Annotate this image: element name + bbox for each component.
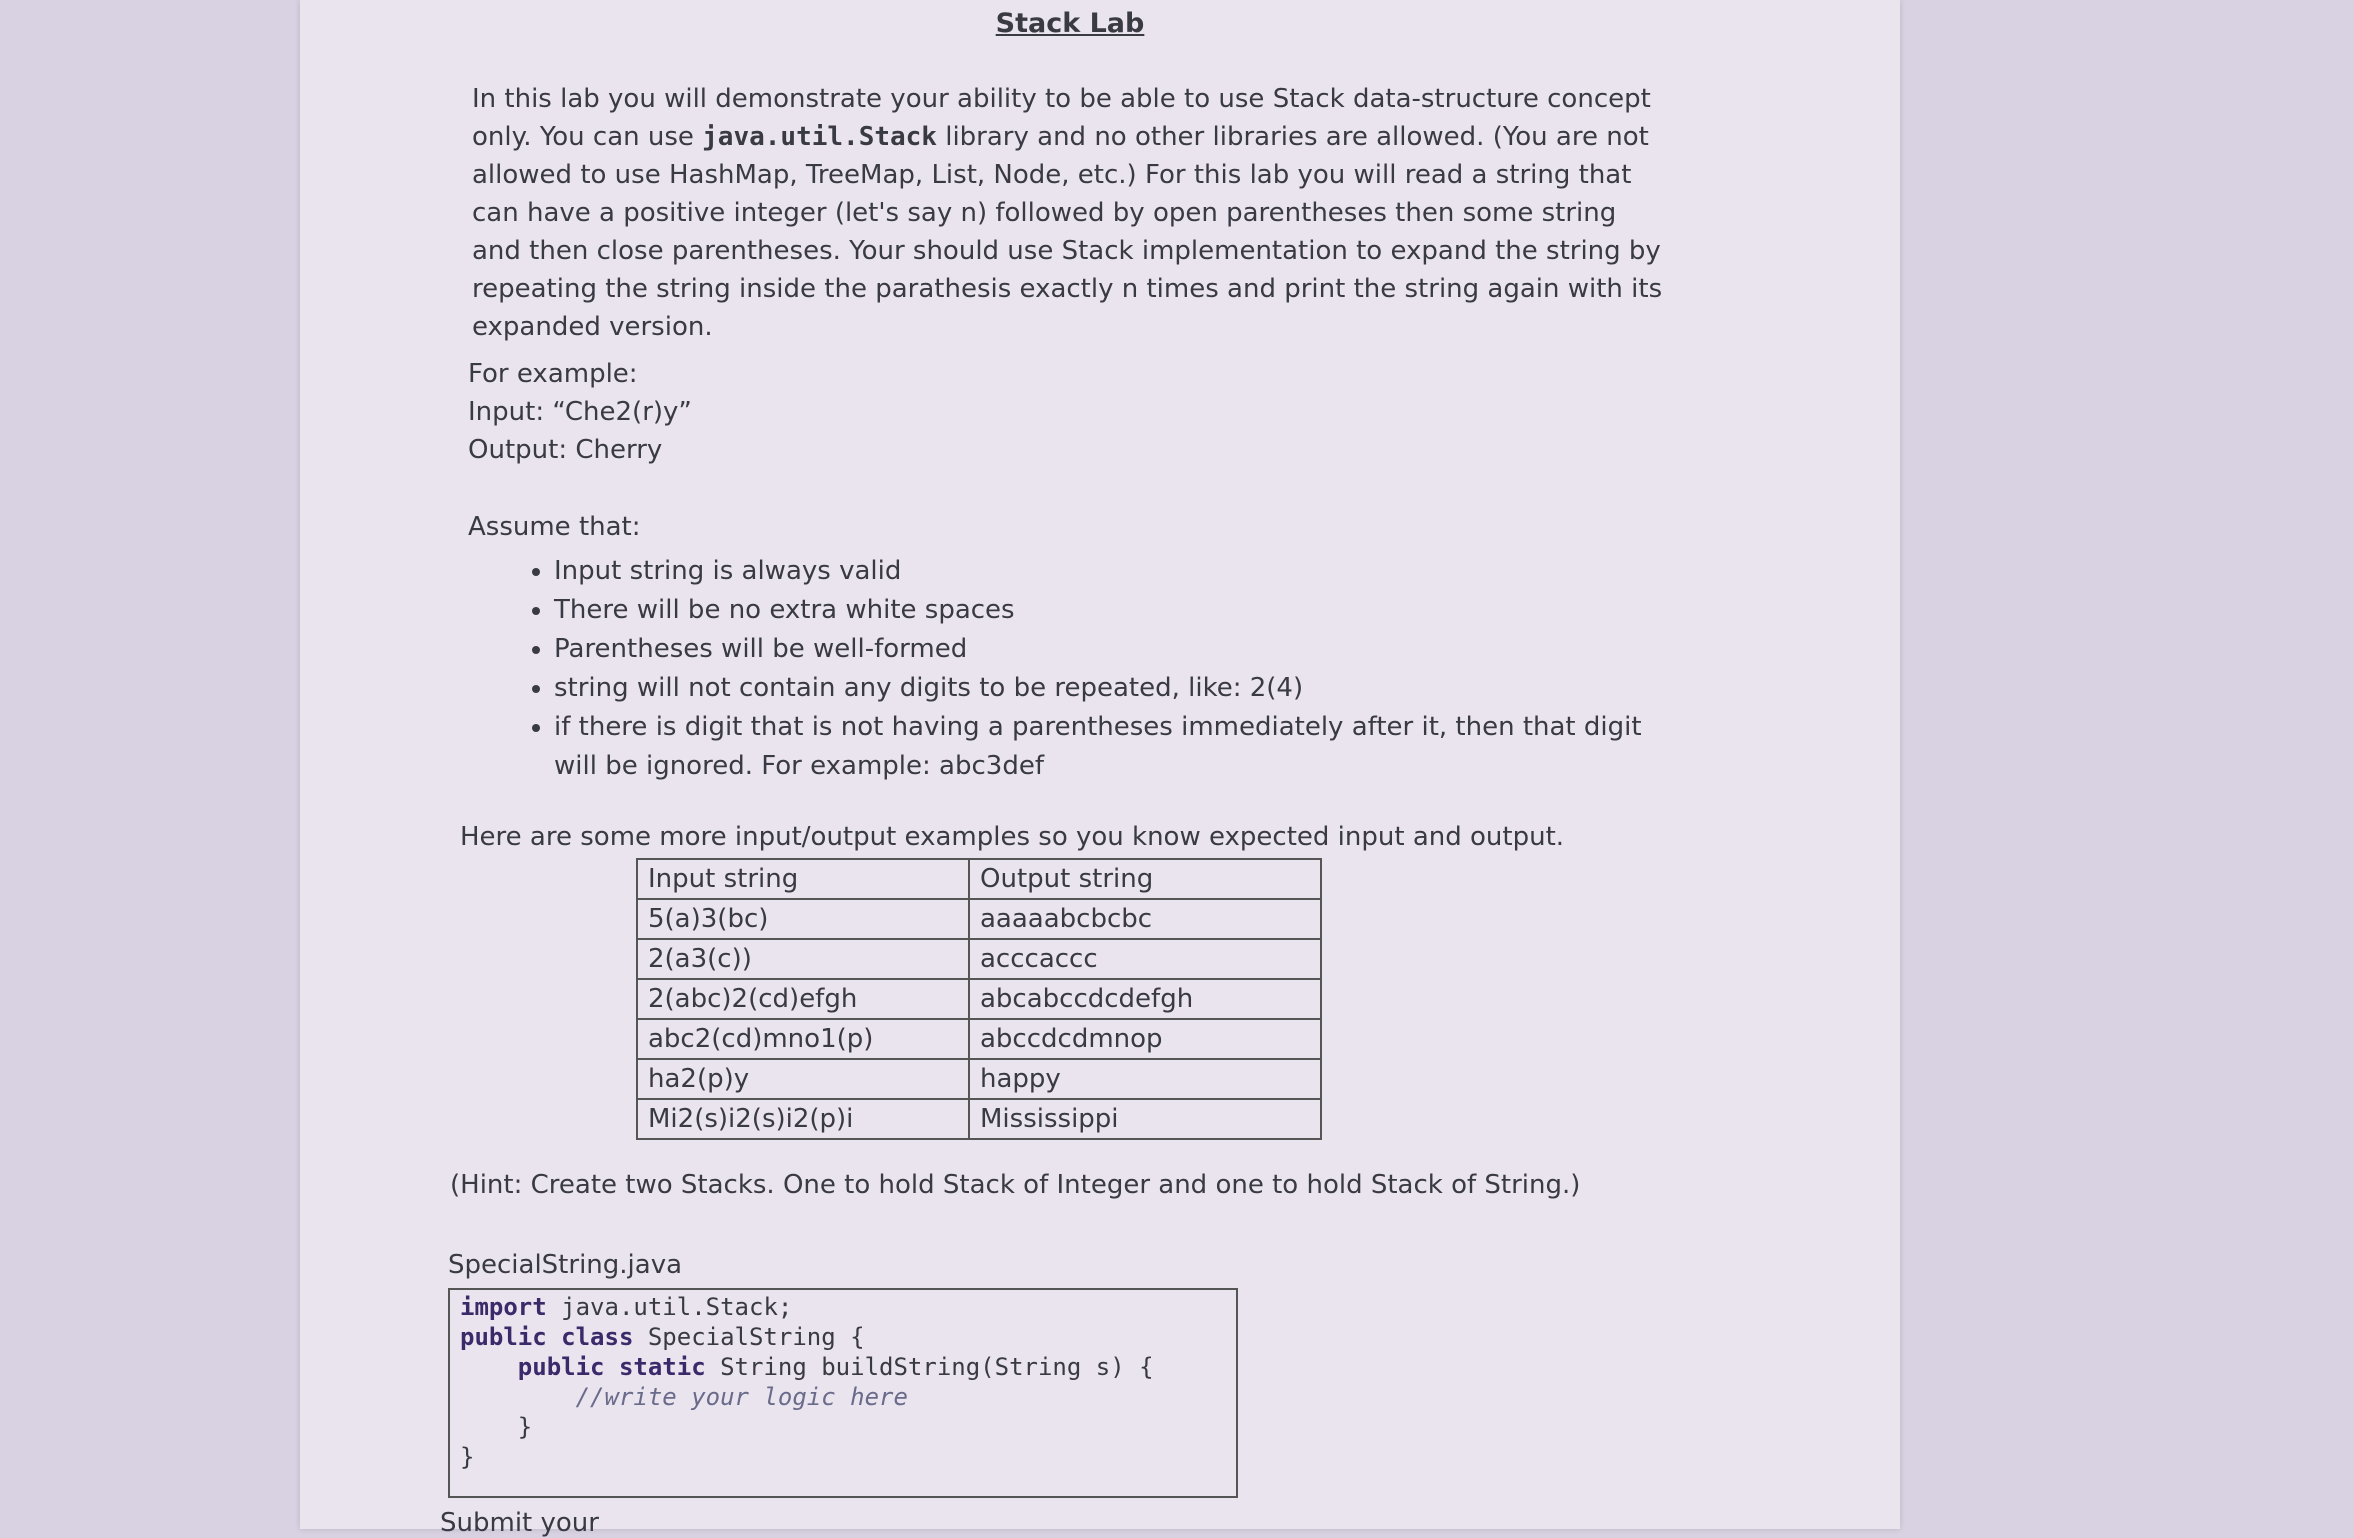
table-cell: aaaaabcbcbc xyxy=(969,899,1321,939)
table-row xyxy=(637,1059,1321,1099)
code-text: String buildString(String s) { xyxy=(705,1353,1154,1381)
list-item: • Input string is always valid xyxy=(554,552,1674,591)
code-keyword: public static xyxy=(460,1353,706,1381)
intro-paragraph xyxy=(472,80,1672,346)
examples-table xyxy=(636,858,1322,1140)
table-cell: abcabccdcdefgh xyxy=(969,979,1321,1019)
code-keyword: public class xyxy=(460,1323,634,1351)
example-output: Output: Cherry xyxy=(468,435,663,465)
table-row xyxy=(637,1019,1321,1059)
list-item: • Parentheses will be well-formed xyxy=(554,630,1674,669)
table-row xyxy=(637,939,1321,979)
intro-text-1: In this lab you will demonstrate your ability to be able to use Stack data-structure concept only. You can use xyxy=(472,84,1651,152)
code-text: } xyxy=(460,1443,475,1471)
table-cell: Mississippi xyxy=(969,1099,1321,1139)
more-examples-text: Here are some more input/output examples so you know expected input and output. xyxy=(460,822,1565,852)
file-name: SpecialString.java xyxy=(448,1250,683,1280)
intro-text-2: library and no other libraries are allowed. (You are not allowed to use HashMap, TreeMap, List, Node, etc.) For this lab you will read a string that can have a positive integer (let's say n) followed by open parentheses then some string and then close parentheses. Your should use Stack implementation to expand the string by repeating the string inside the parathesis exactly n times and print the string again with its expanded version. xyxy=(472,122,1663,342)
table-cell: 2(a3(c)) xyxy=(637,939,969,979)
table-header-row xyxy=(637,859,1321,899)
table-row xyxy=(637,899,1321,939)
code-text: SpecialString { xyxy=(633,1323,865,1351)
table-cell: acccaccc xyxy=(969,939,1321,979)
example-heading: For example: xyxy=(468,359,638,389)
table-cell: ha2(p)y xyxy=(637,1059,969,1099)
example-input: Input: “Che2(r)y” xyxy=(468,397,692,427)
table-header: Input string xyxy=(637,859,969,899)
table-cell: 2(abc)2(cd)efgh xyxy=(637,979,969,1019)
code-block xyxy=(448,1288,1238,1498)
example-block xyxy=(468,355,692,469)
table-cell: 5(a)3(bc) xyxy=(637,899,969,939)
submit-text: Submit your xyxy=(440,1508,599,1538)
table-cell: abccdcdmnop xyxy=(969,1019,1321,1059)
table-header: Output string xyxy=(969,859,1321,899)
assume-list xyxy=(468,552,1674,786)
document-page xyxy=(300,0,1900,1538)
table-row xyxy=(637,979,1321,1019)
assume-heading: Assume that: xyxy=(468,512,641,542)
intro-code: java.util.Stack xyxy=(702,122,937,152)
page-title: Stack Lab xyxy=(995,8,1145,39)
table-cell: Mi2(s)i2(s)i2(p)i xyxy=(637,1099,969,1139)
code-keyword: import xyxy=(460,1293,547,1321)
table-row xyxy=(637,1099,1321,1139)
list-item: • if there is digit that is not having a parentheses immediately after it, then that digit will be ignored. For example: abc3def xyxy=(554,708,1674,786)
code-text: java.util.Stack; xyxy=(546,1293,793,1321)
list-item: • There will be no extra white spaces xyxy=(554,591,1674,630)
table-cell: abc2(cd)mno1(p) xyxy=(637,1019,969,1059)
hint-text: (Hint: Create two Stacks. One to hold Stack of Integer and one to hold Stack of String.) xyxy=(450,1170,1581,1200)
code-comment: //write your logic here xyxy=(460,1383,908,1411)
code-text: } xyxy=(460,1413,533,1441)
list-item: • string will not contain any digits to be repeated, like: 2(4) xyxy=(554,669,1674,708)
table-cell: happy xyxy=(969,1059,1321,1099)
assume-block xyxy=(468,508,1674,786)
